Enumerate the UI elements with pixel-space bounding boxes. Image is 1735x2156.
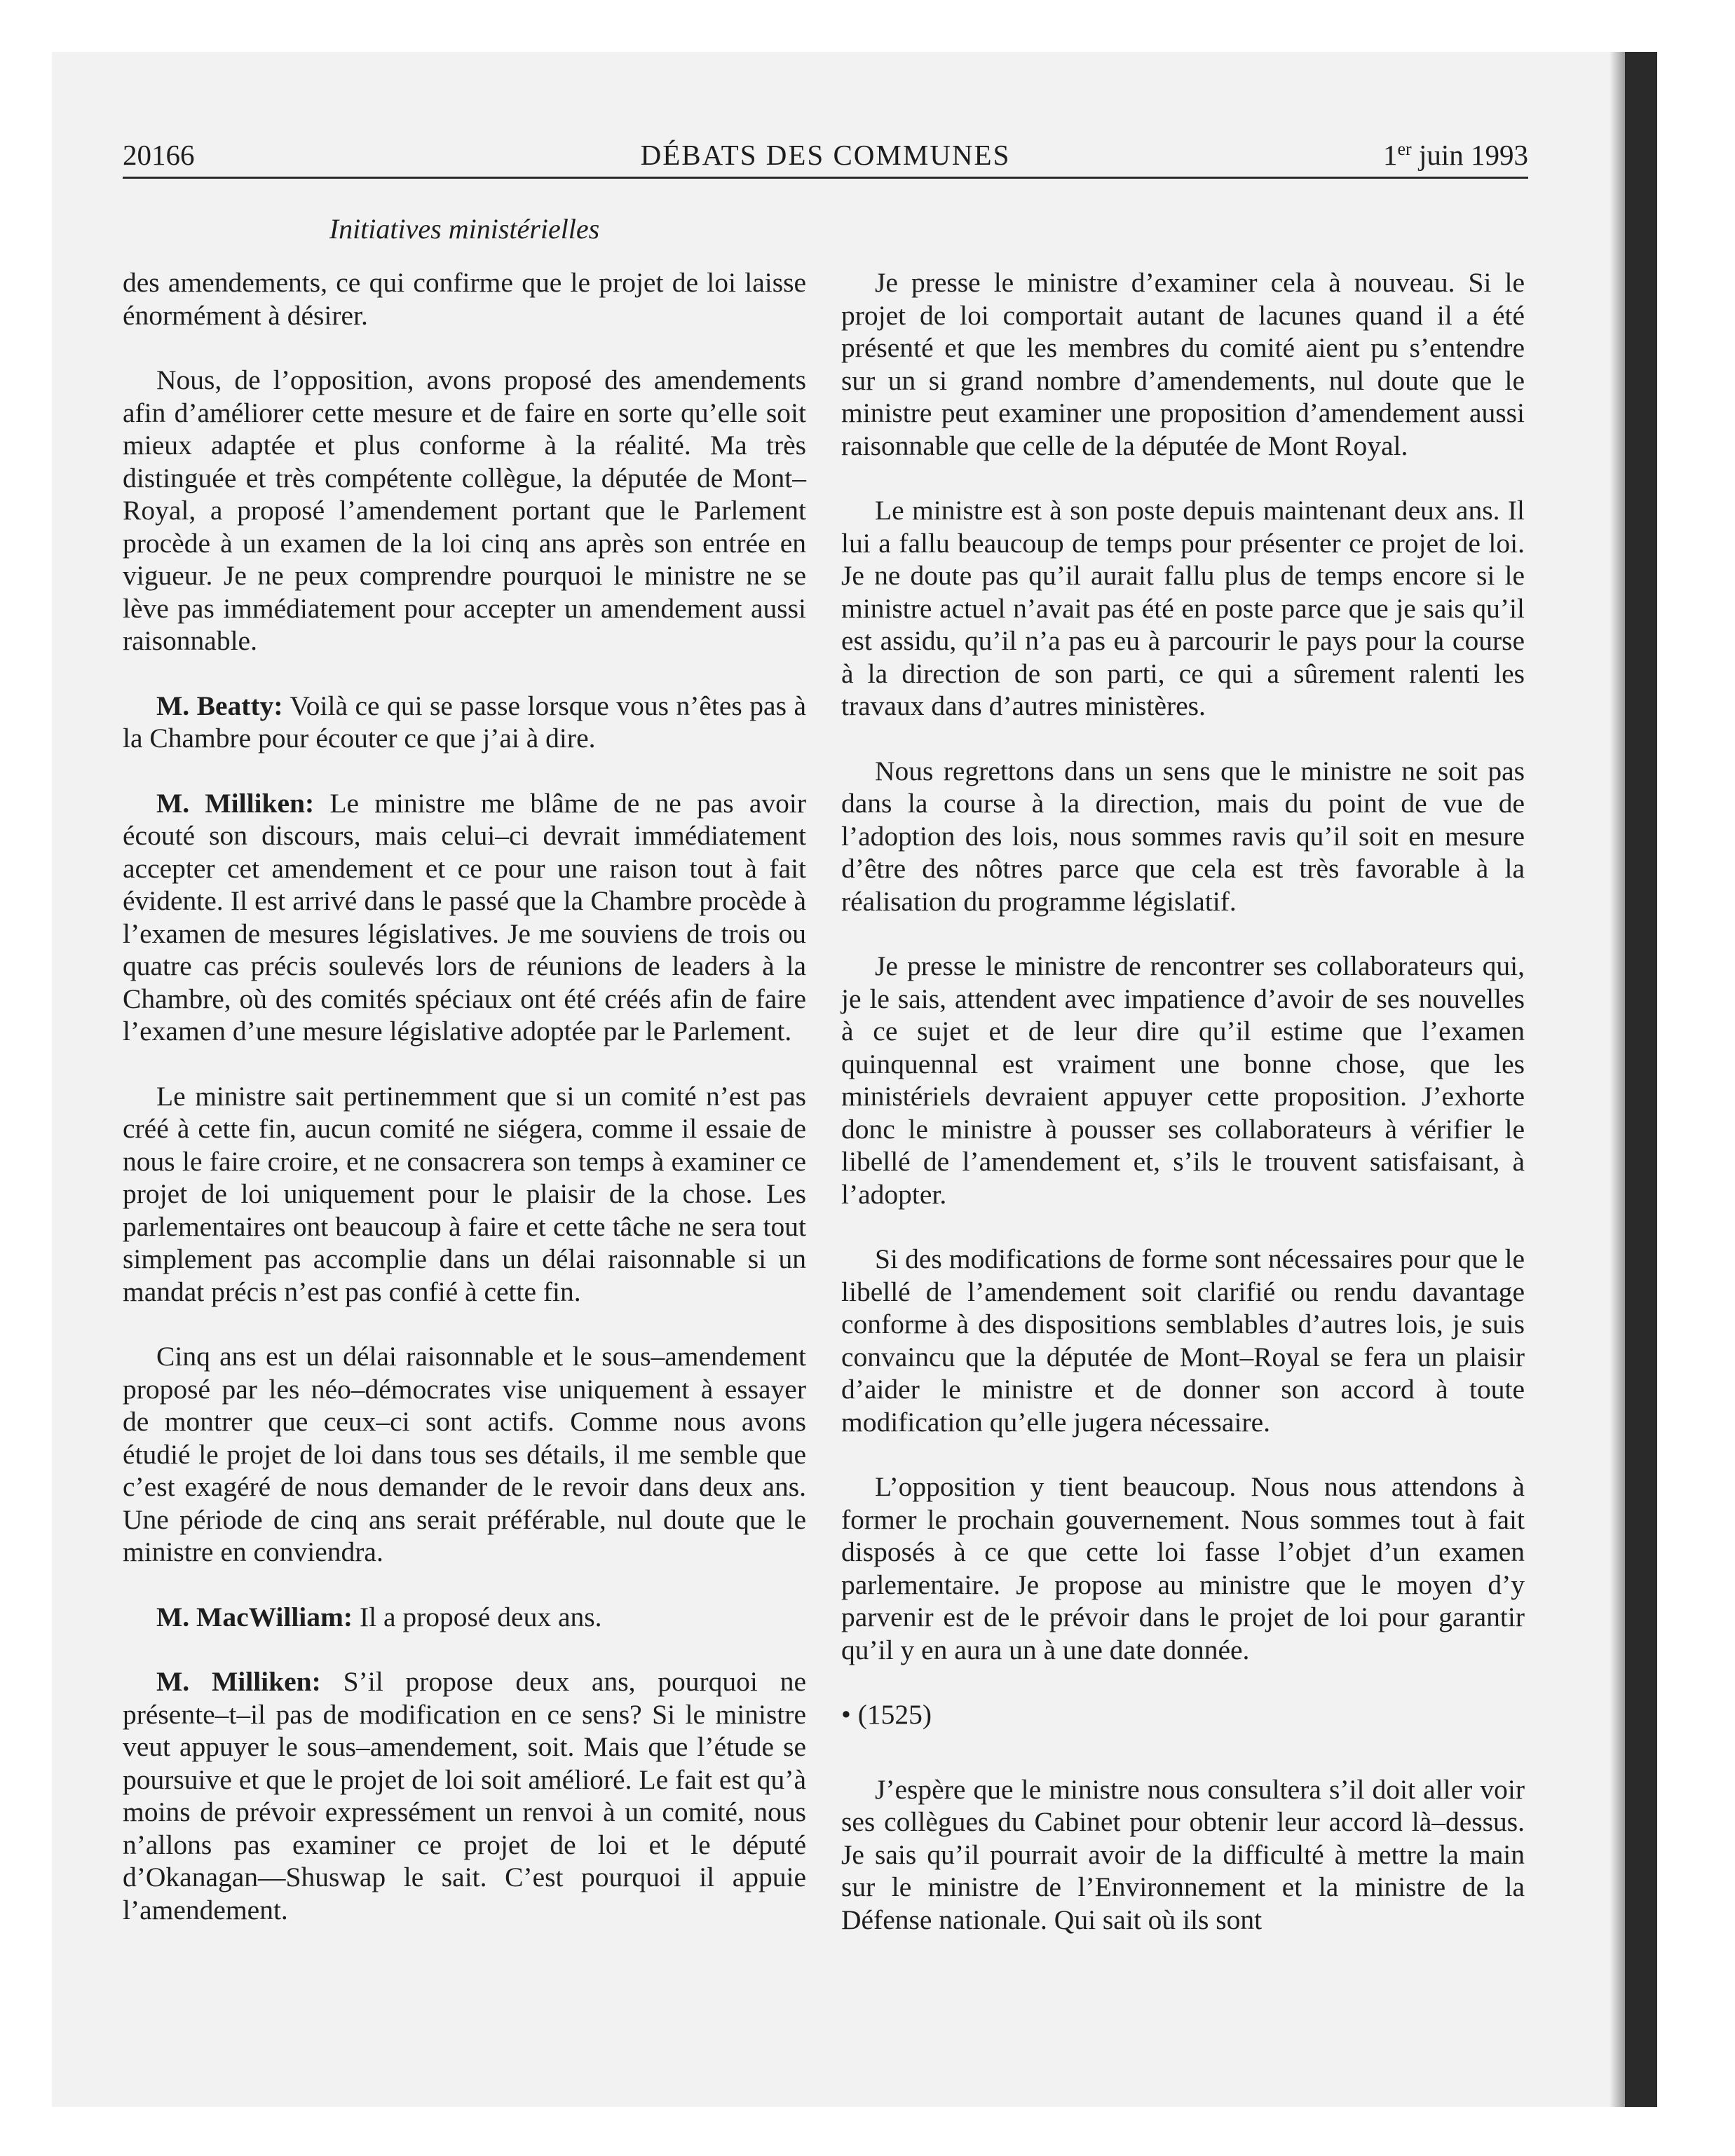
right-column <box>841 266 1525 1968</box>
paragraph-text: Le ministre sait pertinemment que si un comité n’est pas créé à cette fin, aucun comité ne siégera, comme il essaie de nous le faire croire, et ne consacrera son temps à examiner ce projet de loi uniquement pour le plaisir de la chose. Les parlementaires ont beaucoup à faire et cette tâche ne sera tout simplement pas accomplie dans un délai raisonnable si un mandat précis n’est pas confié à cette fin. <box>123 1080 806 1307</box>
paragraph-text: J’espère que le ministre nous consultera s’il doit aller voir ses collègues du Cabinet pour obtenir leur accord là–dessus. Je sais qu’il pourrait avoir de la difficulté à mettre la main sur le ministre de l’Environnement et la ministre de la Défense nationale. Qui sait où ils sont <box>841 1773 1525 1935</box>
paragraph <box>841 1243 1525 1438</box>
page-number: 20166 <box>123 139 195 171</box>
speaker-name: M. Beatty: <box>156 690 283 721</box>
paragraph <box>841 1773 1525 1937</box>
paragraph-text: Si des modifications de forme sont nécessaires pour que le libellé de l’amendement soit clarifié ou rendu davantage conforme à des dispositions semblables d’autres lois, je suis convaincu que la députée de Mont–Royal se fera un plaisir d’aider le ministre et de donner son accord à toute modification qu’elle jugera nécessaire. <box>841 1243 1525 1438</box>
speaker-name: M. MacWilliam: <box>156 1601 353 1632</box>
date-day: 1 <box>1383 139 1398 171</box>
page-edge-shadow <box>1610 52 1625 2107</box>
paragraph-text: Je presse le ministre d’examiner cela à nouveau. Si le projet de loi comportait autant de lacunes quand il a été présenté et que les membres du comité aient pu s’entendre sur un si grand nombre d’amendements, nul doute que le ministre peut examiner une proposition d’amendement aussi raisonnable que celle de la députée de Mont Royal. <box>841 267 1525 461</box>
paragraph <box>123 364 806 657</box>
paragraph-text: • (1525) <box>841 1699 932 1730</box>
paragraph-text: Il a proposé deux ans. <box>353 1601 602 1632</box>
paragraph-text: Cinq ans est un délai raisonnable et le sous–amendement proposé par les néo–démocrates vise uniquement à essayer de montrer que ceux–ci sont actifs. Comme nous avons étudié le projet de loi dans tous ses détails, il me semble que c’est exagéré de nous demander de le revoir dans deux ans. Une période de cinq ans serait préférable, nul doute que le ministre en conviendra. <box>123 1341 806 1567</box>
paragraph-text: Nous, de l’opposition, avons proposé des amendements afin d’améliorer cette mesure et de faire en sorte qu’elle soit mieux adaptée et plus conforme à la réalité. Ma très distinguée et très compétente collègue, la députée de Mont–Royal, a proposé l’amendement portant que le Parlement procède à un examen de la loi cinq ans après son entrée en vigueur. Je ne peux comprendre pourquoi le ministre ne se lève pas immédiatement pour accepter un amendement aussi raisonnable. <box>123 364 806 656</box>
publication-date <box>1383 133 1528 177</box>
speaker-name: M. Milliken: <box>156 787 315 819</box>
paragraph <box>123 1601 806 1634</box>
paragraph <box>841 266 1525 462</box>
paragraph-text: Je presse le ministre de rencontrer ses collaborateurs qui, je le sais, attendent avec impatience d’avoir de ses nouvelles à ce sujet et de leur dire qu’il estime que l’examen quinquennal est vraiment une bonne chose, que les ministériels devraient appuyer cette proposition. J’exhorte donc le ministre à pousser ses collaborateurs à vérifier le libellé de l’amendement et, s’ils le trouvent satisfaisant, à l’adopter. <box>841 950 1525 1210</box>
section-title: Initiatives ministérielles <box>329 213 600 245</box>
paragraph <box>841 755 1525 918</box>
paragraph <box>123 1080 806 1309</box>
paragraph-text: Le ministre me blâme de ne pas avoir écouté son discours, mais celui–ci devrait immédiatement accepter cet amendement et ce pour une raison tout à fait évidente. Il est arrivé dans le passé que la Chambre procède à l’examen de mesures législatives. Je me souviens de trois ou quatre cas précis soulevés lors de réunions de leaders à la Chambre, où des comités spéciaux ont été créés afin de faire l’examen d’une mesure législative adoptée par le Parlement. <box>123 787 806 1046</box>
date-superscript: er <box>1397 139 1412 159</box>
paragraph <box>841 1471 1525 1666</box>
time-marker <box>841 1698 1525 1731</box>
paragraph <box>841 950 1525 1210</box>
page-header <box>123 133 1528 179</box>
paragraph-text: Voilà ce qui se passe lorsque vous n’êtes pas à la Chambre pour écouter ce que j’ai à dire. <box>123 690 806 753</box>
paragraph-text: L’opposition y tient beaucoup. Nous nous attendons à former le prochain gouvernement. Nous sommes tout à fait disposés à ce que cette loi fasse l’objet d’un examen parlementaire. Je propose au ministre que le moyen d’y parvenir est de le prévoir dans le projet de loi pour garantir qu’il y en aura un à une date donnée. <box>841 1471 1525 1665</box>
paragraph <box>123 787 806 1048</box>
paragraph <box>123 1665 806 1926</box>
left-column <box>123 266 806 1958</box>
paragraph-text: des amendements, ce qui confirme que le projet de loi laisse énormément à désirer. <box>123 267 806 331</box>
paragraph <box>123 690 806 755</box>
paragraph-text: S’il propose deux ans, pourquoi ne présente–t–il pas de modification en ce sens? Si le ministre veut appuyer le sous–amendement, soit. Mais que l’étude se poursuive et que le projet de loi soit amélioré. Le fait est qu’à moins de prévoir expressément un renvoi à un comité, nous n’allons pas examiner ce projet de loi et le député d’Okanagan—Shuswap le sait. C’est pourquoi il appuie l’amendement. <box>123 1666 806 1925</box>
paragraph <box>123 266 806 332</box>
paragraph <box>123 1340 806 1569</box>
paragraph-text: Le ministre est à son poste depuis maintenant deux ans. Il lui a fallu beaucoup de temps pour présenter ce projet de loi. Je ne doute pas qu’il aurait fallu plus de temps encore si le ministre actuel n’avait pas été en poste parce que je sais qu’il est assidu, qu’il n’a pas eu à parcourir le pays pour la course à la direction de son parti, ce qui a sûrement ralenti les travaux dans d’autres ministères. <box>841 495 1525 721</box>
paragraph <box>841 494 1525 723</box>
date-rest: juin 1993 <box>1411 139 1528 171</box>
publication-title: DÉBATS DES COMMUNES <box>640 139 1011 171</box>
paragraph-text: Nous regrettons dans un sens que le ministre ne soit pas dans la course à la direction, mais du point de vue de l’adoption des lois, nous sommes ravis qu’il soit en mesure d’être des nôtres parce que cela est très favorable à la réalisation du programme législatif. <box>841 755 1525 917</box>
page-edge-border <box>1625 52 1657 2107</box>
speaker-name: M. Milliken: <box>156 1666 321 1697</box>
